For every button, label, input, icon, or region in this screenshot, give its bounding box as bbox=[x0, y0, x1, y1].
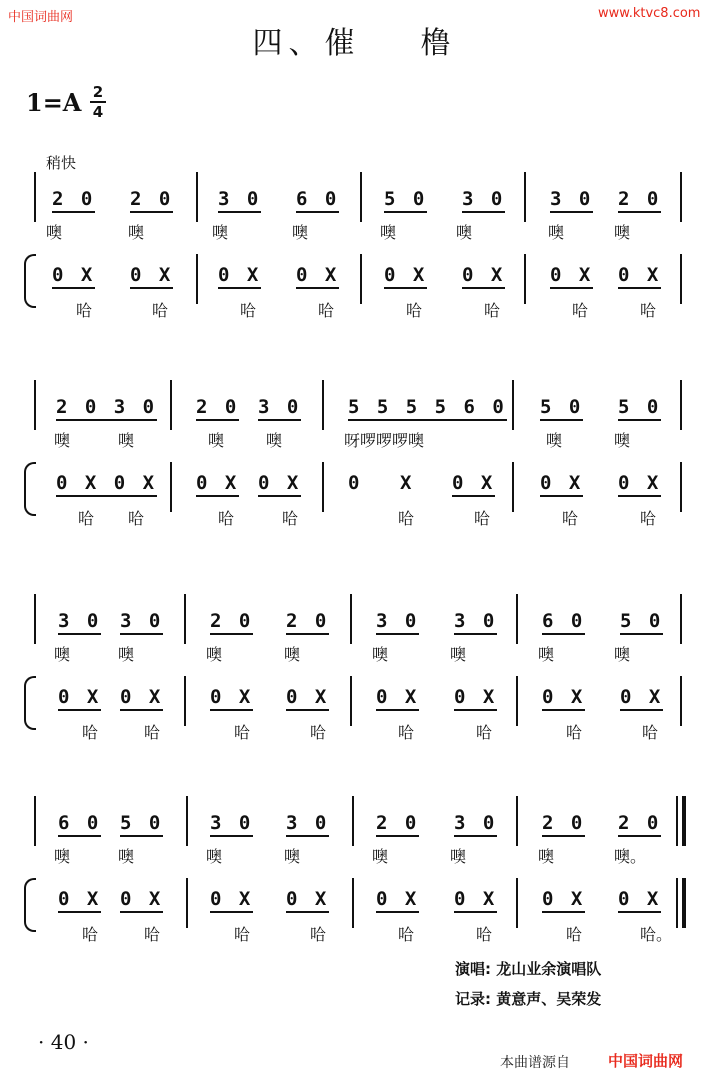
lyric: 哈 bbox=[640, 509, 657, 528]
note-text: 0 bbox=[348, 472, 363, 494]
lyric: 噢 bbox=[266, 431, 283, 450]
staff-bracket bbox=[24, 462, 36, 516]
bar-line bbox=[196, 172, 198, 222]
note bbox=[218, 264, 261, 286]
bar-line bbox=[170, 380, 172, 430]
lyric: 哈 bbox=[406, 301, 423, 320]
lyric: 哈 bbox=[398, 509, 415, 528]
source-site: 中国词曲网 bbox=[608, 1052, 684, 1070]
staff-bracket bbox=[24, 254, 36, 308]
note-text: 0 X bbox=[618, 472, 661, 497]
note-text: 0 X bbox=[296, 264, 339, 289]
note bbox=[454, 812, 497, 834]
lyric: 哈 bbox=[476, 925, 493, 944]
note-text: 0 X bbox=[52, 264, 95, 289]
lyric: 噢 bbox=[208, 431, 225, 450]
note-text: 2 0 bbox=[130, 188, 173, 213]
bar-line bbox=[524, 172, 526, 222]
note bbox=[258, 472, 301, 494]
note-text: 2 0 bbox=[52, 188, 95, 213]
note bbox=[620, 686, 663, 708]
note-text: 3 0 bbox=[218, 188, 261, 213]
lyric: 噢 bbox=[46, 223, 63, 242]
note-text: 0 X bbox=[452, 472, 495, 497]
note-text: 0 X bbox=[618, 264, 661, 289]
bar-line bbox=[516, 676, 518, 726]
note-text: 0 X 0 X bbox=[56, 472, 157, 497]
bar-line bbox=[512, 380, 514, 430]
note bbox=[376, 686, 419, 708]
lyric: 噢 bbox=[118, 431, 135, 450]
lyric: 哈 bbox=[318, 301, 335, 320]
lyric: 噢 bbox=[128, 223, 145, 242]
note bbox=[618, 472, 661, 494]
title-name: 橹 bbox=[420, 26, 457, 61]
lyric: 噢 bbox=[614, 223, 631, 242]
note-text: 0 X bbox=[540, 472, 583, 497]
note-text: 0 X bbox=[120, 686, 163, 711]
note-text: 2 0 3 0 bbox=[56, 396, 157, 421]
bar-line bbox=[350, 676, 352, 726]
note-text: 0 X bbox=[210, 888, 253, 913]
note bbox=[452, 472, 495, 494]
song-title bbox=[0, 18, 709, 62]
note-text: 6 0 bbox=[542, 610, 585, 635]
note-text: 2 0 bbox=[286, 610, 329, 635]
bar-line bbox=[680, 380, 682, 430]
watermark-right: www.ktvc8.com bbox=[598, 6, 701, 21]
note bbox=[286, 610, 329, 632]
note-text: 6 0 bbox=[58, 812, 101, 837]
note-text: 0 X bbox=[542, 686, 585, 711]
note bbox=[286, 812, 329, 834]
lyric: 噢 bbox=[614, 431, 631, 450]
note-text: 5 0 bbox=[620, 610, 663, 635]
note bbox=[376, 888, 419, 910]
note bbox=[296, 264, 339, 286]
lyric: 噢 bbox=[546, 431, 563, 450]
note bbox=[550, 264, 593, 286]
lyric: 噢 bbox=[54, 645, 71, 664]
lyric: 噢 bbox=[372, 847, 389, 866]
note bbox=[56, 472, 157, 494]
note bbox=[120, 812, 163, 834]
note-text: 3 0 bbox=[120, 610, 163, 635]
note-text: 0 X bbox=[454, 888, 497, 913]
note bbox=[58, 812, 101, 834]
note bbox=[618, 188, 661, 210]
note bbox=[542, 812, 585, 834]
note-text: 0 X bbox=[58, 686, 101, 711]
bar-line bbox=[184, 594, 186, 644]
note-text: X bbox=[400, 472, 415, 494]
bar-line bbox=[676, 878, 678, 928]
bar-line bbox=[186, 796, 188, 846]
lyric: 噢 bbox=[212, 223, 229, 242]
note bbox=[348, 396, 507, 418]
bar-line bbox=[680, 462, 682, 512]
credit-recorder: 记录: 黄意声、吴荣发 bbox=[455, 990, 602, 1008]
note bbox=[196, 396, 239, 418]
note-text: 3 0 bbox=[210, 812, 253, 837]
note bbox=[120, 888, 163, 910]
lyric: 哈 bbox=[240, 301, 257, 320]
note bbox=[218, 188, 261, 210]
note-text: 2 0 bbox=[376, 812, 419, 837]
note-text: 0 X bbox=[618, 888, 661, 913]
note-text: 3 0 bbox=[258, 396, 301, 421]
note bbox=[376, 812, 419, 834]
note-text: 0 X bbox=[376, 686, 419, 711]
note bbox=[542, 888, 585, 910]
note bbox=[210, 888, 253, 910]
lyric: 哈 bbox=[144, 925, 161, 944]
lyric: 噢 bbox=[284, 847, 301, 866]
note bbox=[540, 396, 583, 418]
note-text: 3 0 bbox=[376, 610, 419, 635]
lyric: 哈 bbox=[566, 723, 583, 742]
note bbox=[618, 264, 661, 286]
note bbox=[384, 264, 427, 286]
note-text: 3 0 bbox=[462, 188, 505, 213]
lyric: 噢 bbox=[538, 847, 555, 866]
note bbox=[296, 188, 339, 210]
note-text: 0 X bbox=[376, 888, 419, 913]
note bbox=[542, 610, 585, 632]
lyric: 哈 bbox=[642, 723, 659, 742]
note bbox=[400, 472, 414, 494]
note-text: 2 0 bbox=[618, 812, 661, 837]
note-text: 0 X bbox=[210, 686, 253, 711]
bar-line bbox=[34, 796, 36, 846]
note-text: 5 0 bbox=[540, 396, 583, 421]
lyric: 哈 bbox=[78, 509, 95, 528]
lyric: 噢 bbox=[538, 645, 555, 664]
page-number: · 40 · bbox=[38, 1030, 89, 1054]
note bbox=[130, 264, 173, 286]
source-label: 本曲谱源自 bbox=[500, 1055, 570, 1071]
bar-line bbox=[34, 594, 36, 644]
note-text: 2 0 bbox=[196, 396, 239, 421]
note-text: 0 X bbox=[620, 686, 663, 711]
note bbox=[58, 610, 101, 632]
bar-line bbox=[680, 676, 682, 726]
note bbox=[120, 686, 163, 708]
bar-line bbox=[516, 594, 518, 644]
lyric: 噢 bbox=[206, 645, 223, 664]
lyric: 噢 bbox=[450, 645, 467, 664]
note-text: 0 X bbox=[196, 472, 239, 497]
note bbox=[384, 188, 427, 210]
lyric: 噢 bbox=[548, 223, 565, 242]
note-text: 2 0 bbox=[210, 610, 253, 635]
lyric: 噢 bbox=[54, 431, 71, 450]
note bbox=[618, 812, 661, 834]
note bbox=[258, 396, 301, 418]
note bbox=[58, 686, 101, 708]
note-text: 0 X bbox=[258, 472, 301, 497]
time-signature bbox=[90, 84, 106, 120]
bar-line bbox=[34, 172, 36, 222]
note-text: 5 0 bbox=[384, 188, 427, 213]
lyric: 哈 bbox=[234, 723, 251, 742]
lyric: 噢 bbox=[54, 847, 71, 866]
note bbox=[550, 188, 593, 210]
note bbox=[348, 472, 362, 494]
lyric: 哈 bbox=[640, 301, 657, 320]
meter-top: 2 bbox=[92, 83, 104, 101]
lyric: 噢。 bbox=[614, 847, 647, 866]
lyric: 哈 bbox=[82, 723, 99, 742]
lyric: 噢 bbox=[292, 223, 309, 242]
note bbox=[52, 264, 95, 286]
lyric: 哈 bbox=[398, 925, 415, 944]
lyric: 哈 bbox=[128, 509, 145, 528]
bar-line bbox=[322, 462, 324, 512]
watermark-left: 中国词曲网 bbox=[8, 10, 74, 25]
note bbox=[454, 610, 497, 632]
note-text: 0 X bbox=[542, 888, 585, 913]
note-text: 0 X bbox=[462, 264, 505, 289]
bar-line bbox=[170, 462, 172, 512]
lyric: 哈 bbox=[398, 723, 415, 742]
lyric: 哈 bbox=[152, 301, 169, 320]
note-text: 5 5 5 5 6 0 bbox=[348, 396, 507, 421]
bar-line bbox=[682, 878, 686, 928]
lyric: 噢 bbox=[118, 847, 135, 866]
tempo-marking: 稍快 bbox=[46, 154, 77, 172]
note-text: 0 X bbox=[384, 264, 427, 289]
lyric: 噢 bbox=[456, 223, 473, 242]
lyric: 哈 bbox=[484, 301, 501, 320]
credit-performer: 演唱: 龙山业余演唱队 bbox=[455, 960, 602, 978]
bar-line bbox=[516, 796, 518, 846]
note-text: 5 0 bbox=[120, 812, 163, 837]
note bbox=[130, 188, 173, 210]
note bbox=[196, 472, 239, 494]
note-text: 0 X bbox=[550, 264, 593, 289]
note bbox=[454, 888, 497, 910]
note bbox=[58, 888, 101, 910]
bar-line bbox=[350, 594, 352, 644]
note bbox=[454, 686, 497, 708]
lyric: 哈 bbox=[76, 301, 93, 320]
lyric: 噢 bbox=[118, 645, 135, 664]
score-system-1 bbox=[0, 168, 709, 348]
note-text: 0 X bbox=[286, 888, 329, 913]
note-text: 2 0 bbox=[618, 188, 661, 213]
bar-line bbox=[352, 796, 354, 846]
note bbox=[210, 812, 253, 834]
note-text: 0 X bbox=[454, 686, 497, 711]
note bbox=[56, 396, 157, 418]
note bbox=[120, 610, 163, 632]
note bbox=[376, 610, 419, 632]
bar-line bbox=[352, 878, 354, 928]
lyric: 哈 bbox=[282, 509, 299, 528]
staff-bracket bbox=[24, 878, 36, 932]
lyric: 哈 bbox=[566, 925, 583, 944]
note bbox=[462, 264, 505, 286]
note bbox=[462, 188, 505, 210]
lyric: 哈 bbox=[562, 509, 579, 528]
staff-bracket bbox=[24, 676, 36, 730]
note-text: 3 0 bbox=[550, 188, 593, 213]
bar-line bbox=[196, 254, 198, 304]
lyric: 哈 bbox=[218, 509, 235, 528]
lyric: 哈。 bbox=[640, 925, 673, 944]
note-text: 2 0 bbox=[542, 812, 585, 837]
lyric: 哈 bbox=[144, 723, 161, 742]
note bbox=[620, 610, 663, 632]
lyric: 哈 bbox=[572, 301, 589, 320]
note-text: 5 0 bbox=[618, 396, 661, 421]
title-number: 四、催 bbox=[252, 26, 361, 61]
bar-line bbox=[680, 172, 682, 222]
note-text: 3 0 bbox=[454, 610, 497, 635]
key-signature: 1=A bbox=[26, 88, 82, 117]
score-system-3 bbox=[0, 590, 709, 770]
note-text: 0 X bbox=[130, 264, 173, 289]
lyric: 哈 bbox=[310, 723, 327, 742]
lyric: 噢 bbox=[380, 223, 397, 242]
meter-bottom: 4 bbox=[92, 103, 104, 121]
lyric: 噢 bbox=[372, 645, 389, 664]
note bbox=[210, 610, 253, 632]
bar-line bbox=[512, 462, 514, 512]
lyric: 哈 bbox=[476, 723, 493, 742]
note bbox=[618, 888, 661, 910]
note bbox=[52, 188, 95, 210]
bar-line bbox=[360, 172, 362, 222]
note-text: 3 0 bbox=[58, 610, 101, 635]
bar-line bbox=[184, 676, 186, 726]
bar-line bbox=[516, 878, 518, 928]
bar-line bbox=[360, 254, 362, 304]
bar-line bbox=[322, 380, 324, 430]
note bbox=[542, 686, 585, 708]
note bbox=[210, 686, 253, 708]
score-system-2 bbox=[0, 376, 709, 556]
note-text: 6 0 bbox=[296, 188, 339, 213]
bar-line bbox=[676, 796, 678, 846]
note bbox=[286, 686, 329, 708]
lyric: 哈 bbox=[82, 925, 99, 944]
note bbox=[286, 888, 329, 910]
lyric: 噢 bbox=[614, 645, 631, 664]
note-text: 3 0 bbox=[454, 812, 497, 837]
lyric: 哈 bbox=[474, 509, 491, 528]
lyric: 噢 bbox=[284, 645, 301, 664]
bar-line bbox=[524, 254, 526, 304]
score-system-4 bbox=[0, 792, 709, 972]
note-text: 0 X bbox=[120, 888, 163, 913]
lyric: 哈 bbox=[310, 925, 327, 944]
note-text: 0 X bbox=[286, 686, 329, 711]
lyric: 噢 bbox=[450, 847, 467, 866]
bar-line bbox=[680, 254, 682, 304]
note-text: 0 X bbox=[58, 888, 101, 913]
note bbox=[540, 472, 583, 494]
lyric: 哈 bbox=[234, 925, 251, 944]
bar-line bbox=[680, 594, 682, 644]
lyric: 呀啰啰啰噢 bbox=[344, 431, 425, 450]
note bbox=[618, 396, 661, 418]
note-text: 0 X bbox=[218, 264, 261, 289]
bar-line bbox=[34, 380, 36, 430]
lyric: 噢 bbox=[206, 847, 223, 866]
bar-line bbox=[186, 878, 188, 928]
bar-line bbox=[682, 796, 686, 846]
note-text: 3 0 bbox=[286, 812, 329, 837]
